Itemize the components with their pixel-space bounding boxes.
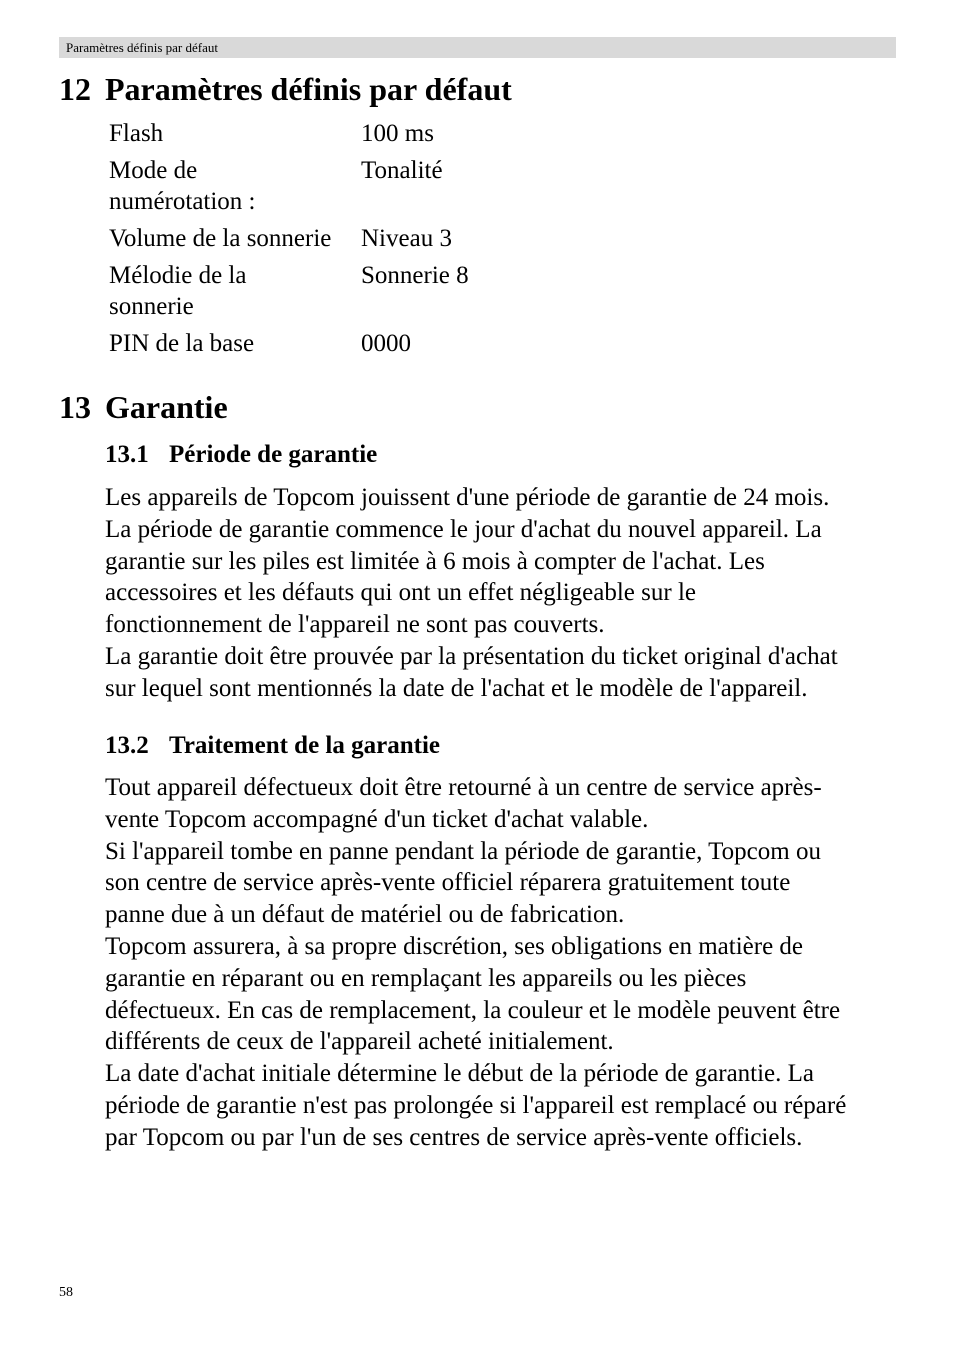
running-header-title: Paramètres définis par défaut <box>66 40 218 55</box>
section-13-1-title: Période de garantie <box>169 441 378 468</box>
text-line: son centre de service après-vente officiel réparera gratuitement toute <box>105 869 791 897</box>
page-number: 58 <box>59 1285 73 1300</box>
text-line: accessoires et les défauts qui ont un effet négligeable sur le <box>105 579 696 607</box>
setting-label-line: Volume de la sonnerie <box>109 225 332 252</box>
section-12-number: 12 <box>59 71 91 107</box>
setting-value: 100 ms <box>361 120 434 147</box>
section-13-title: Garantie <box>105 389 228 425</box>
section-13-number: 13 <box>59 389 91 425</box>
text-line: par Topcom ou par l'un de ses centres de service après-vente officiels. <box>105 1123 803 1151</box>
text-line: période de garantie n'est pas prolongée si l'appareil est remplacé ou réparé <box>105 1091 847 1119</box>
section-13-heading <box>59 389 228 425</box>
setting-label-line: Mode de <box>109 157 198 184</box>
setting-label-line: PIN de la base <box>109 330 255 357</box>
warranty-handling-paragraph <box>105 772 905 1154</box>
setting-label <box>109 118 361 155</box>
section-13-2-heading <box>105 731 440 761</box>
text-line: vente Topcom accompagné d'un ticket d'achat valable. <box>105 805 649 833</box>
setting-label-line: Mélodie de la <box>109 262 247 289</box>
text-line: garantie en réparant ou en remplaçant les appareils ou les pièces <box>105 964 747 992</box>
setting-label-line: sonnerie <box>109 293 194 320</box>
section-13-1-number: 13.1 <box>105 441 149 468</box>
text-line: fonctionnement de l'appareil ne sont pas couverts. <box>105 611 605 639</box>
text-line: garantie sur les piles est limitée à 6 mois à compter de l'achat. Les <box>105 547 765 575</box>
setting-row <box>109 328 469 365</box>
warranty-period-paragraph <box>105 482 905 705</box>
setting-value: 0000 <box>361 330 411 357</box>
setting-label-line: numérotation : <box>109 188 256 215</box>
running-header <box>59 37 896 58</box>
text-line: La période de garantie commence le jour d'achat du nouvel appareil. La <box>105 515 822 543</box>
section-13-1-heading <box>105 440 377 470</box>
setting-value: Niveau 3 <box>361 225 452 252</box>
setting-row <box>109 223 469 260</box>
setting-value: Tonalité <box>361 157 443 184</box>
setting-row <box>109 118 469 155</box>
setting-row <box>109 260 469 328</box>
setting-label-line: Flash <box>109 120 164 147</box>
text-line: défectueux. En cas de remplacement, la couleur et le modèle peuvent être <box>105 996 841 1024</box>
text-line: différents de ceux de l'appareil acheté initialement. <box>105 1028 614 1056</box>
text-line: Topcom assurera, à sa propre discrétion, ses obligations en matière de <box>105 932 804 960</box>
setting-row <box>109 155 469 223</box>
text-line: Tout appareil défectueux doit être retourné à un centre de service après- <box>105 774 822 801</box>
setting-value: Sonnerie 8 <box>361 262 469 289</box>
text-line: sur lequel sont mentionnés la date de l'achat et le modèle de l'appareil. <box>105 674 808 702</box>
text-line: Les appareils de Topcom jouissent d'une période de garantie de 24 mois. <box>105 484 830 511</box>
section-13-2-title: Traitement de la garantie <box>169 732 440 759</box>
setting-label <box>109 155 361 223</box>
text-line: La garantie doit être prouvée par la présentation du ticket original d'achat <box>105 642 838 670</box>
setting-label <box>109 260 361 328</box>
section-13-2-number: 13.2 <box>105 732 149 759</box>
text-line: panne due à un défaut de matériel ou de fabrication. <box>105 901 625 929</box>
default-settings-table <box>109 118 469 365</box>
setting-label <box>109 328 361 365</box>
section-12-title: Paramètres définis par défaut <box>105 71 512 107</box>
text-line: La date d'achat initiale détermine le début de la période de garantie. La <box>105 1060 815 1088</box>
section-12-heading <box>59 71 512 107</box>
text-line: Si l'appareil tombe en panne pendant la période de garantie, Topcom ou <box>105 837 821 865</box>
setting-label <box>109 223 361 260</box>
